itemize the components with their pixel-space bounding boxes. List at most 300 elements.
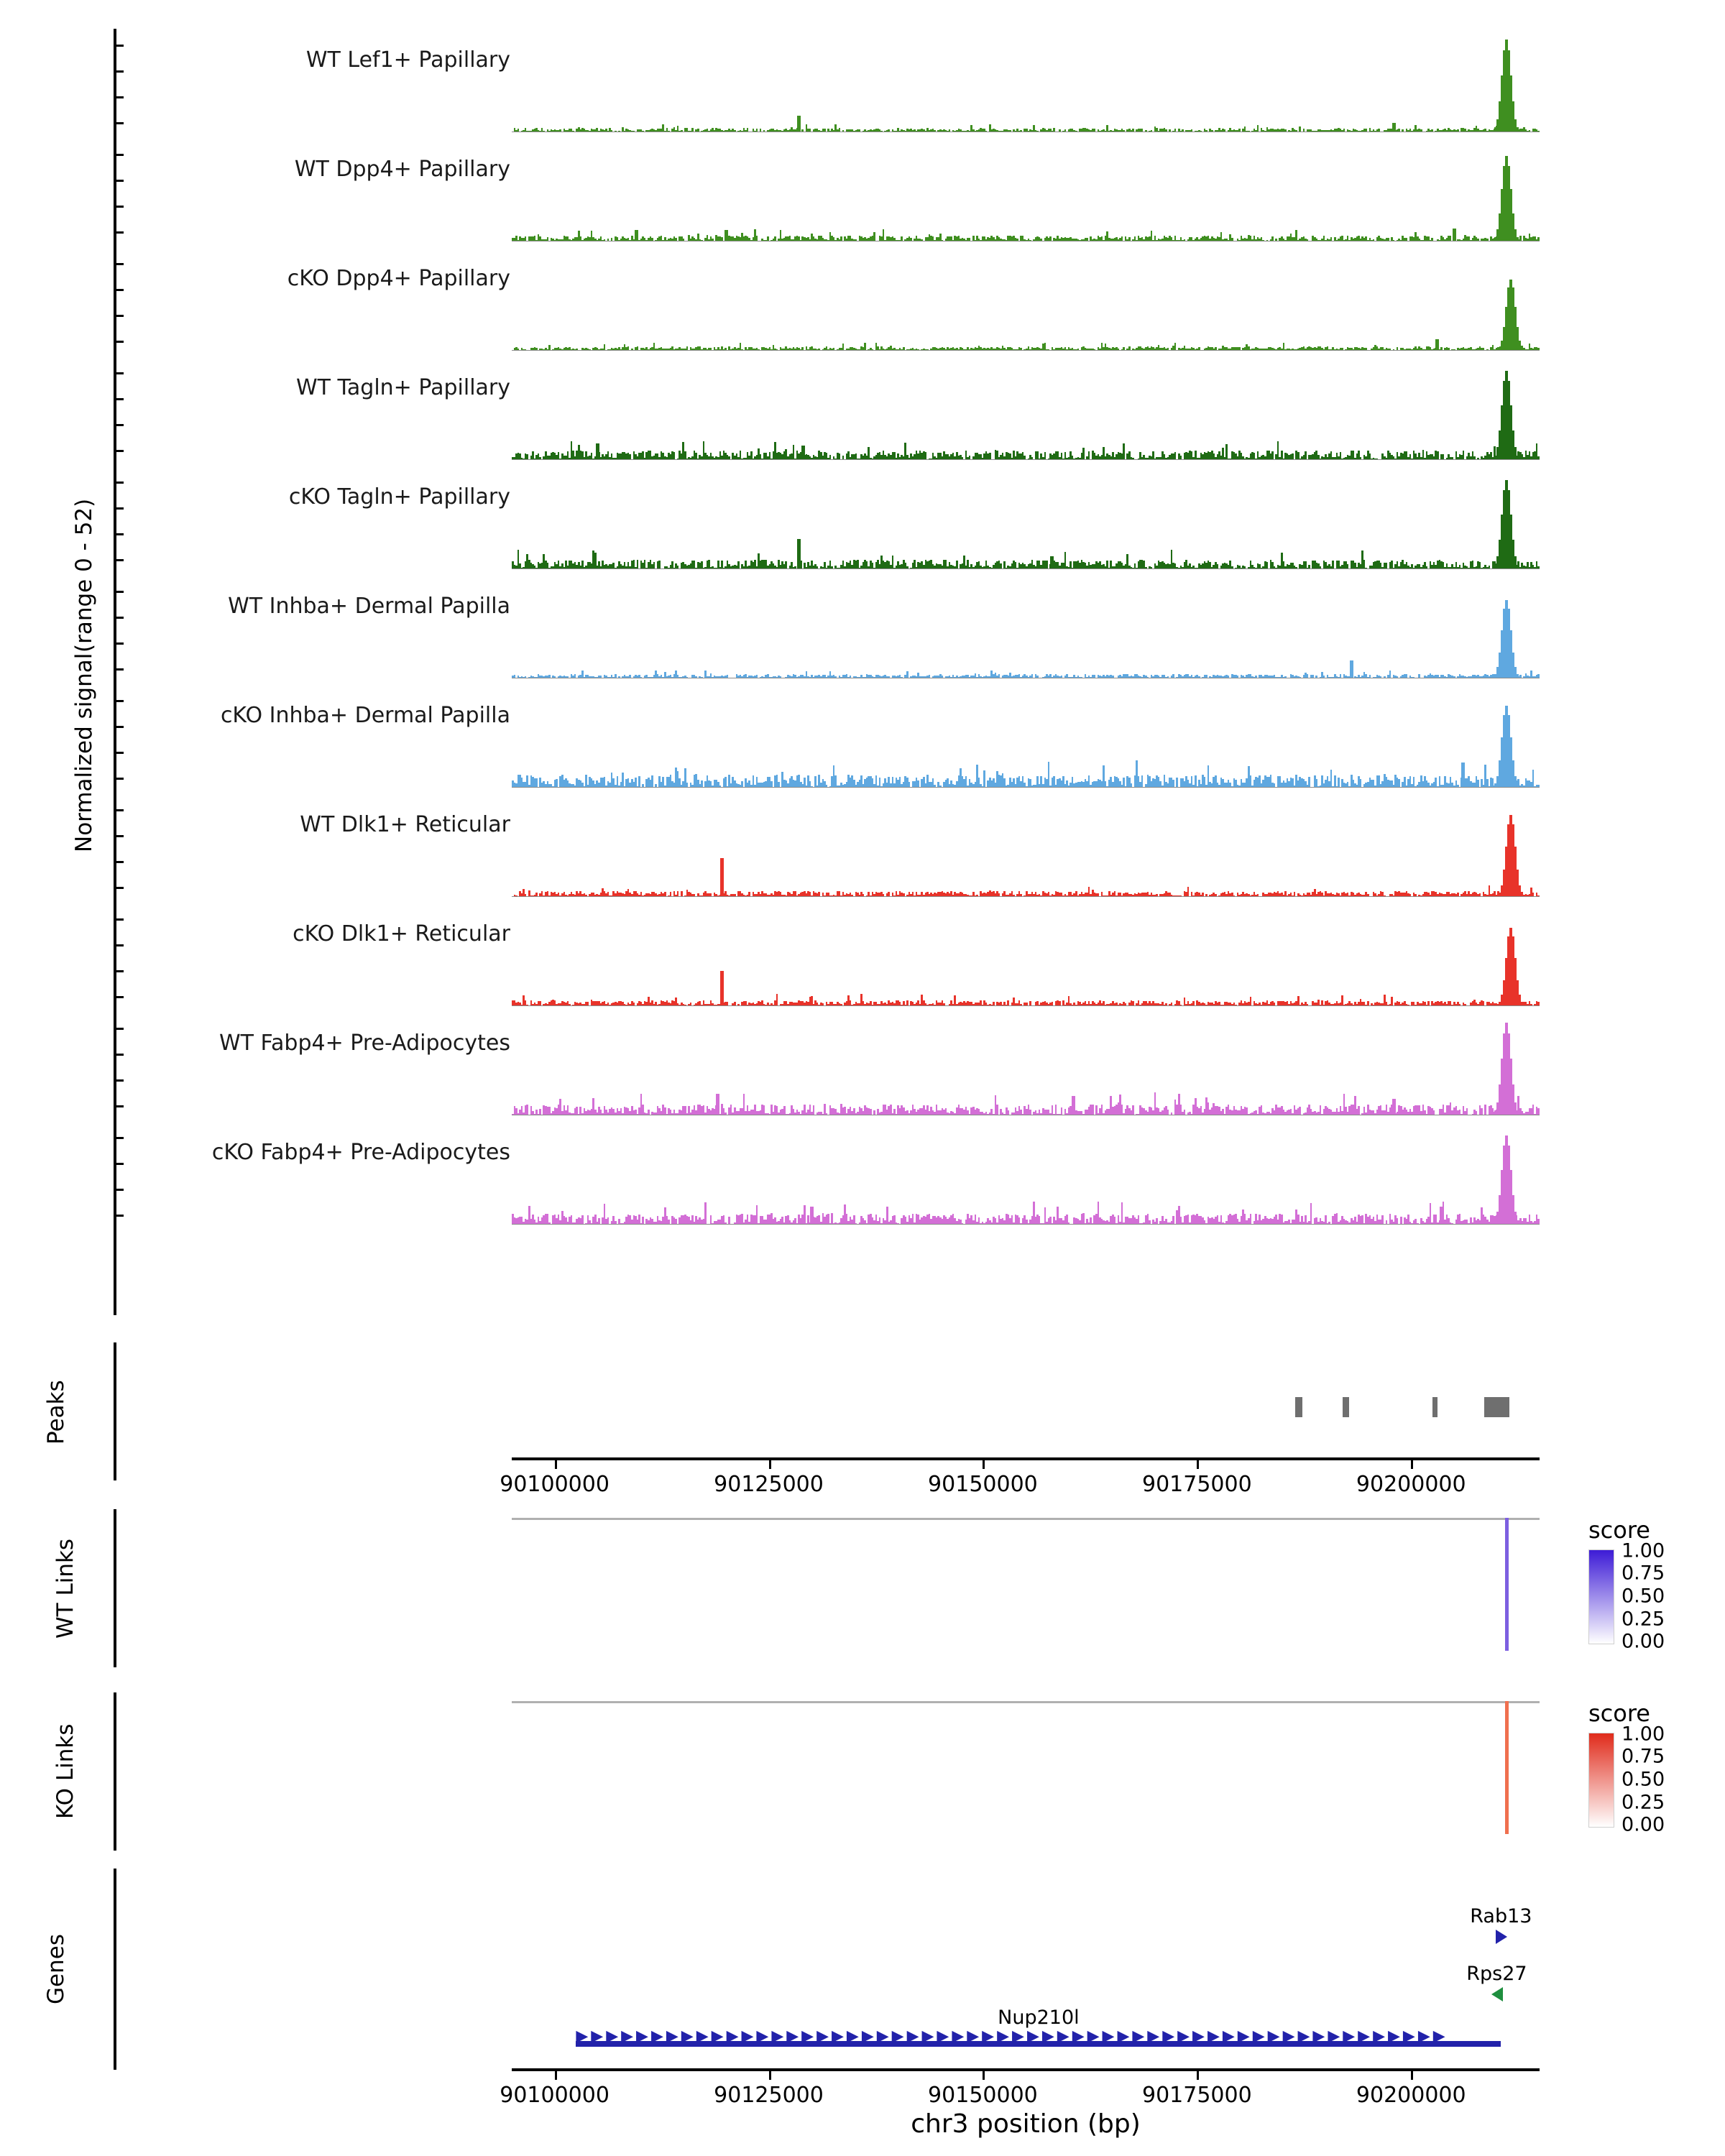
- coverage-signal-bar: [686, 346, 689, 350]
- coverage-signal-bar: [741, 349, 743, 350]
- coverage-signal-bar: [1081, 677, 1083, 678]
- coverage-track: [0, 365, 1725, 460]
- coverage-signal-bar: [1098, 893, 1100, 896]
- coverage-signal-bar: [518, 349, 520, 350]
- coverage-signal-bar: [574, 674, 576, 678]
- coverage-signal-bar: [525, 349, 527, 350]
- coverage-signal-bar: [1398, 779, 1400, 787]
- coverage-signal-bar: [1451, 457, 1453, 459]
- coverage-signal-bar: [1360, 779, 1362, 787]
- coverage-signal-bar: [1174, 452, 1177, 459]
- coverage-signal-bar: [629, 675, 631, 678]
- coverage-signal-bar: [934, 785, 936, 787]
- coverage-baseline: [512, 787, 1540, 788]
- coverage-signal-bar: [1215, 894, 1217, 896]
- coverage-track: [0, 693, 1725, 788]
- coverage-signal-bar: [1367, 894, 1369, 896]
- coverage-signal-bar: [648, 1110, 650, 1115]
- coverage-signal-bar: [1384, 676, 1386, 678]
- coverage-signal-bar: [1413, 677, 1415, 678]
- coverage-secondary-peak: [1453, 229, 1456, 241]
- coverage-signal-bar: [701, 677, 703, 678]
- coverage-signal-bar: [1202, 893, 1204, 896]
- coverage-signal-bar: [682, 239, 684, 241]
- coverage-signal-bar: [518, 129, 520, 132]
- coverage-signal-bar: [1225, 444, 1228, 459]
- coverage-signal-bar: [1303, 129, 1305, 132]
- coverage-main-peak: [1518, 458, 1520, 459]
- coverage-track-canvas: [512, 147, 1540, 241]
- coverage-signal-bar: [1341, 995, 1343, 1005]
- coverage-signal-bar: [1413, 777, 1415, 787]
- coverage-signal-bar: [651, 775, 653, 787]
- coverage-signal-bar: [1308, 777, 1310, 787]
- coverage-signal-bar: [1198, 347, 1200, 350]
- coverage-signal-bar: [1036, 676, 1039, 678]
- coverage-signal-bar: [611, 238, 613, 241]
- coverage-signal-bar: [939, 786, 942, 787]
- coverage-signal-bar: [901, 236, 903, 241]
- coverage-signal-bar: [1271, 236, 1274, 241]
- coverage-signal-bar: [850, 676, 852, 678]
- coverage-signal-bar: [758, 349, 760, 350]
- coverage-signal-bar: [721, 237, 723, 241]
- coverage-signal-bar: [1031, 674, 1034, 678]
- coverage-signal-bar: [1406, 674, 1408, 678]
- coverage-track-label: cKO Inhba+ Dermal Papilla: [220, 703, 510, 728]
- coverage-signal-bar: [859, 129, 861, 132]
- coverage-baseline: [512, 459, 1540, 460]
- coverage-signal-bar: [1000, 563, 1002, 568]
- coverage-signal-bar: [1174, 129, 1177, 132]
- coverage-signal-bar: [1307, 239, 1309, 241]
- coverage-signal-bar: [818, 349, 820, 350]
- coverage-signal-bar: [929, 675, 931, 678]
- coverage-track-label: WT Dpp4+ Papillary: [294, 157, 510, 182]
- coverage-main-peak: [1518, 676, 1520, 678]
- coverage-track: [0, 584, 1725, 678]
- coverage-signal-bar: [1443, 454, 1445, 459]
- coverage-signal-bar: [600, 676, 602, 678]
- coverage-signal-bar: [526, 454, 528, 459]
- coverage-signal-bar: [1231, 238, 1233, 241]
- coverage-secondary-peak: [1435, 339, 1439, 350]
- coverage-signal-bar: [813, 1105, 815, 1115]
- coverage-signal-bar: [724, 348, 727, 350]
- coverage-signal-bar: [1009, 130, 1011, 132]
- coverage-signal-bar: [1448, 348, 1450, 350]
- coverage-signal-bar: [651, 238, 653, 241]
- coverage-signal-bar: [695, 676, 697, 678]
- coverage-signal-bar: [883, 229, 885, 241]
- coverage-signal-bar: [1233, 895, 1236, 896]
- coverage-signal-bar: [1266, 562, 1269, 568]
- coverage-signal-bar: [862, 894, 865, 896]
- coverage-track-label: cKO Dpp4+ Papillary: [287, 266, 510, 291]
- coverage-signal-bar: [1391, 997, 1393, 1005]
- coverage-signal-bar: [670, 892, 672, 896]
- coverage-signal-bar: [949, 129, 951, 132]
- coverage-signal-bar: [1145, 567, 1147, 568]
- coverage-signal-bar: [1128, 346, 1131, 350]
- coverage-signal-bar: [1537, 348, 1540, 350]
- coverage-signal-bar: [824, 129, 826, 132]
- coverage-signal-bar: [539, 1001, 541, 1005]
- coverage-signal-bar: [1167, 348, 1169, 350]
- coverage-signal-bar: [1238, 129, 1241, 132]
- coverage-signal-bar: [831, 566, 833, 568]
- coverage-signal-bar: [1077, 349, 1080, 350]
- coverage-signal-bar: [1294, 892, 1296, 896]
- coverage-signal-bar: [1440, 347, 1443, 350]
- coverage-track-canvas: [512, 256, 1540, 351]
- coverage-signal-bar: [655, 784, 657, 787]
- coverage-signal-bar: [681, 130, 683, 132]
- coverage-signal-bar: [1215, 347, 1217, 350]
- coverage-signal-bar: [640, 677, 643, 678]
- coverage-signal-bar: [763, 130, 765, 132]
- coverage-signal-bar: [633, 131, 635, 132]
- coverage-signal-bar: [1537, 1002, 1540, 1005]
- coverage-signal-bar: [559, 129, 561, 132]
- coverage-signal-bar: [1532, 770, 1535, 787]
- coverage-signal-bar: [1040, 239, 1042, 241]
- coverage-signal-bar: [633, 1003, 635, 1005]
- coverage-main-peak: [1522, 349, 1524, 350]
- coverage-signal-bar: [1123, 130, 1125, 132]
- coverage-signal-bar: [873, 1110, 875, 1115]
- coverage-signal-bar: [888, 129, 890, 132]
- coverage-signal-bar: [855, 239, 857, 241]
- coverage-signal-bar: [719, 786, 722, 787]
- coverage-signal-bar: [1315, 676, 1317, 678]
- coverage-signal-bar: [1341, 348, 1343, 350]
- coverage-signal-bar: [1244, 566, 1246, 568]
- coverage-signal-bar: [1147, 677, 1149, 678]
- coverage-signal-bar: [515, 895, 518, 896]
- coverage-signal-bar: [872, 349, 874, 351]
- coverage-signal-bar: [525, 236, 527, 241]
- coverage-signal-bar: [793, 445, 795, 459]
- coverage-signal-bar: [526, 1105, 528, 1115]
- coverage-signal-bar: [851, 895, 853, 896]
- coverage-signal-bar: [942, 676, 944, 678]
- coverage-signal-bar: [747, 128, 749, 132]
- coverage-signal-bar: [585, 895, 587, 896]
- coverage-signal-bar: [548, 675, 551, 678]
- coverage-signal-bar: [1191, 129, 1193, 132]
- coverage-signal-bar: [969, 456, 971, 459]
- coverage-baseline: [512, 1005, 1540, 1006]
- coverage-signal-bar: [701, 780, 703, 787]
- coverage-signal-bar: [1457, 893, 1459, 896]
- coverage-signal-bar: [1537, 237, 1540, 241]
- coverage-track: [0, 1021, 1725, 1115]
- coverage-signal-bar: [1373, 239, 1375, 241]
- coverage-signal-bar: [917, 780, 919, 787]
- coverage-signal-bar: [1048, 349, 1050, 350]
- coverage-signal-bar: [1182, 129, 1184, 132]
- coverage-signal-bar: [1271, 451, 1274, 459]
- coverage-signal-bar: [712, 239, 714, 241]
- coverage-track-label: WT Tagln+ Papillary: [296, 375, 510, 400]
- coverage-signal-bar: [1369, 675, 1371, 678]
- coverage-signal-bar: [1172, 674, 1174, 678]
- coverage-track-canvas: [512, 37, 1540, 132]
- coverage-track-canvas: [512, 802, 1540, 897]
- coverage-signal-bar: [1224, 129, 1226, 132]
- coverage-signal-bar: [677, 566, 679, 568]
- coverage-signal-bar: [1457, 785, 1459, 787]
- coverage-signal-bar: [576, 349, 578, 350]
- coverage-signal-bar: [554, 676, 556, 678]
- coverage-signal-bar: [701, 240, 703, 241]
- coverage-signal-bar: [776, 994, 778, 1005]
- coverage-signal-bar: [1059, 1001, 1061, 1005]
- coverage-signal-bar: [1262, 240, 1264, 241]
- coverage-signal-bar: [1172, 780, 1174, 787]
- coverage-signal-bar: [1211, 130, 1213, 132]
- coverage-signal-bar: [615, 131, 617, 132]
- coverage-signal-bar: [770, 781, 773, 787]
- coverage-signal-bar: [1397, 347, 1399, 350]
- coverage-signal-bar: [642, 131, 644, 132]
- coverage-signal-bar: [728, 456, 730, 459]
- coverage-signal-bar: [1217, 564, 1219, 568]
- coverage-track-canvas: [512, 1021, 1540, 1115]
- coverage-track: [0, 911, 1725, 1006]
- coverage-signal-bar: [1195, 775, 1197, 787]
- coverage-secondary-peak: [720, 971, 724, 1005]
- coverage-secondary-peak: [596, 443, 599, 459]
- coverage-signal-bar: [1398, 129, 1400, 132]
- coverage-signal-bar: [1420, 129, 1422, 132]
- coverage-signal-bar: [1453, 349, 1455, 350]
- coverage-signal-bar: [741, 781, 743, 787]
- coverage-signal-bar: [1464, 1004, 1466, 1005]
- coverage-signal-bar: [818, 892, 820, 896]
- coverage-signal-bar: [1330, 237, 1333, 241]
- coverage-signal-bar: [1365, 129, 1367, 132]
- coverage-signal-bar: [1343, 129, 1346, 132]
- coverage-track: [0, 474, 1725, 569]
- coverage-signal-bar: [785, 561, 787, 568]
- coverage-signal-bar: [906, 671, 908, 678]
- coverage-signal-bar: [1483, 1001, 1485, 1005]
- coverage-signal-bar: [686, 783, 689, 787]
- coverage-secondary-peak: [1461, 763, 1465, 787]
- coverage-signal-bar: [710, 893, 712, 896]
- coverage-signal-bar: [826, 1113, 828, 1115]
- coverage-signal-bar: [998, 674, 1000, 678]
- coverage-baseline: [512, 896, 1540, 897]
- coverage-signal-bar: [543, 131, 545, 132]
- coverage-signal-bar: [1295, 230, 1297, 241]
- coverage-signal-bar: [1231, 566, 1233, 568]
- coverage-signal-bar: [1284, 129, 1287, 132]
- coverage-signal-bar: [917, 349, 919, 350]
- coverage-signal-bar: [756, 129, 758, 132]
- coverage-signal-bar: [1013, 895, 1015, 896]
- coverage-baseline: [512, 350, 1540, 351]
- coverage-main-peak: [1522, 895, 1524, 896]
- coverage-signal-bar: [767, 236, 769, 241]
- y-axis-label-line2: (range 0 - 52): [71, 499, 97, 653]
- coverage-signal-bar: [535, 778, 538, 787]
- coverage-signal-bar: [697, 129, 699, 132]
- coverage-secondary-peak: [1050, 556, 1054, 568]
- coverage-signal-bar: [1141, 775, 1144, 787]
- coverage-signal-bar: [880, 131, 883, 132]
- coverage-signal-bar: [1483, 348, 1485, 350]
- coverage-signal-bar: [842, 130, 845, 132]
- coverage-signal-bar: [1479, 893, 1481, 896]
- coverage-signal-bar: [1132, 1001, 1134, 1005]
- coverage-signal-bar: [1086, 238, 1088, 241]
- coverage-signal-bar: [724, 1112, 727, 1115]
- coverage-signal-bar: [1205, 894, 1208, 896]
- coverage-signal-bar: [1473, 456, 1476, 459]
- coverage-signal-bar: [1486, 239, 1489, 241]
- coverage-signal-bar: [776, 349, 778, 350]
- coverage-signal-bar: [1238, 347, 1241, 350]
- coverage-signal-bar: [1277, 441, 1279, 460]
- coverage-signal-bar: [1330, 770, 1333, 787]
- coverage-signal-bar: [1125, 1003, 1127, 1005]
- coverage-secondary-peak: [720, 858, 724, 896]
- coverage-main-peak: [1518, 786, 1520, 787]
- coverage-track-label: cKO Dlk1+ Reticular: [293, 921, 510, 946]
- coverage-signal-bar: [1437, 451, 1439, 459]
- coverage-signal-bar: [1200, 131, 1202, 132]
- coverage-signal-bar: [572, 131, 574, 132]
- coverage-signal-bar: [921, 239, 923, 241]
- coverage-signal-bar: [833, 348, 835, 350]
- coverage-signal-bar: [1145, 130, 1147, 132]
- coverage-signal-bar: [983, 770, 985, 787]
- coverage-signal-bar: [1299, 126, 1301, 132]
- coverage-signal-bar: [1141, 129, 1144, 132]
- coverage-signal-bar: [908, 782, 911, 787]
- coverage-signal-bar: [668, 131, 670, 132]
- coverage-signal-bar: [525, 894, 527, 896]
- coverage-signal-bar: [998, 893, 1000, 896]
- coverage-signal-bar: [629, 454, 631, 459]
- coverage-signal-bar: [694, 894, 696, 896]
- coverage-signal-bar: [956, 561, 958, 568]
- coverage-signal-bar: [1053, 128, 1055, 132]
- coverage-signal-bar: [1537, 131, 1540, 132]
- coverage-signal-bar: [1397, 676, 1399, 678]
- coverage-secondary-peak: [1392, 123, 1396, 132]
- coverage-signal-bar: [681, 891, 683, 896]
- coverage-signal-bar: [514, 675, 516, 678]
- coverage-signal-bar: [1367, 1001, 1369, 1005]
- coverage-signal-bar: [829, 455, 832, 459]
- coverage-signal-bar: [1151, 231, 1153, 241]
- coverage-signal-bar: [691, 128, 694, 132]
- coverage-signal-bar: [1176, 778, 1178, 787]
- coverage-signal-bar: [809, 129, 811, 132]
- coverage-signal-bar: [1228, 676, 1230, 678]
- coverage-signal-bar: [539, 1109, 541, 1115]
- coverage-signal-bar: [1088, 451, 1090, 459]
- coverage-signal-bar: [1198, 676, 1200, 678]
- coverage-signal-bar: [1031, 457, 1034, 459]
- coverage-signal-bar: [1044, 452, 1046, 459]
- coverage-signal-bar: [943, 1003, 945, 1005]
- coverage-signal-bar: [1532, 893, 1535, 896]
- coverage-signal-bar: [1365, 348, 1367, 350]
- coverage-signal-bar: [589, 349, 591, 350]
- coverage-signal-bar: [677, 891, 679, 896]
- coverage-signal-bar: [910, 238, 912, 241]
- coverage-signal-bar: [888, 892, 890, 896]
- coverage-signal-bar: [1061, 676, 1063, 678]
- coverage-signal-bar: [1295, 567, 1297, 568]
- coverage-signal-bar: [1174, 343, 1177, 350]
- coverage-signal-bar: [1427, 1001, 1430, 1005]
- coverage-signal-bar: [548, 345, 551, 350]
- coverage-signal-bar: [1453, 676, 1455, 678]
- coverage-signal-bar: [842, 344, 845, 350]
- coverage-signal-bar: [1036, 131, 1039, 132]
- coverage-signal-bar: [547, 237, 549, 241]
- coverage-signal-bar: [1477, 458, 1479, 459]
- coverage-signal-bar: [826, 785, 828, 787]
- coverage-track-label: WT Inhba+ Dermal Papilla: [228, 594, 510, 619]
- coverage-signal-bar: [737, 561, 740, 568]
- coverage-signal-bar: [1121, 236, 1123, 241]
- coverage-signal-bar: [1529, 130, 1531, 132]
- coverage-signal-bar: [1389, 671, 1392, 678]
- coverage-signal-bar: [864, 343, 866, 350]
- coverage-signal-bar: [737, 1004, 740, 1005]
- coverage-signal-bar: [1418, 674, 1420, 678]
- coverage-signal-bar: [1151, 130, 1153, 132]
- coverage-signal-bar: [1184, 239, 1186, 241]
- coverage-signal-bar: [1320, 566, 1322, 568]
- coverage-track: [0, 147, 1725, 241]
- coverage-signal-bar: [1338, 778, 1340, 787]
- coverage-signal-bar: [569, 1004, 571, 1005]
- coverage-signal-bar: [1046, 561, 1048, 568]
- coverage-track-canvas: [512, 911, 1540, 1006]
- coverage-signal-bar: [903, 347, 905, 350]
- coverage-signal-bar: [539, 457, 541, 459]
- coverage-signal-bar: [1347, 564, 1349, 568]
- coverage-signal-bar: [962, 457, 964, 459]
- coverage-signal-bar: [985, 131, 988, 132]
- coverage-signal-bar: [673, 452, 676, 459]
- coverage-signal-bar: [734, 130, 736, 132]
- y-axis-label-line1: Normalized signal: [71, 653, 97, 852]
- coverage-signal-bar: [1457, 129, 1459, 132]
- coverage-signal-bar: [1075, 131, 1077, 132]
- coverage-main-peak: [1518, 567, 1520, 568]
- coverage-signal-bar: [839, 453, 841, 459]
- coverage-signal-bar: [1020, 348, 1022, 350]
- coverage-signal-bar: [840, 236, 842, 241]
- coverage-signal-bar: [535, 348, 538, 350]
- coverage-signal-bar: [1257, 125, 1259, 132]
- coverage-signal-bar: [622, 773, 624, 787]
- coverage-secondary-peak: [801, 446, 805, 459]
- coverage-track-canvas: [512, 693, 1540, 788]
- coverage-signal-bar: [1237, 676, 1239, 678]
- coverage-signal-bar: [1020, 894, 1022, 896]
- coverage-signal-bar: [1020, 1004, 1022, 1005]
